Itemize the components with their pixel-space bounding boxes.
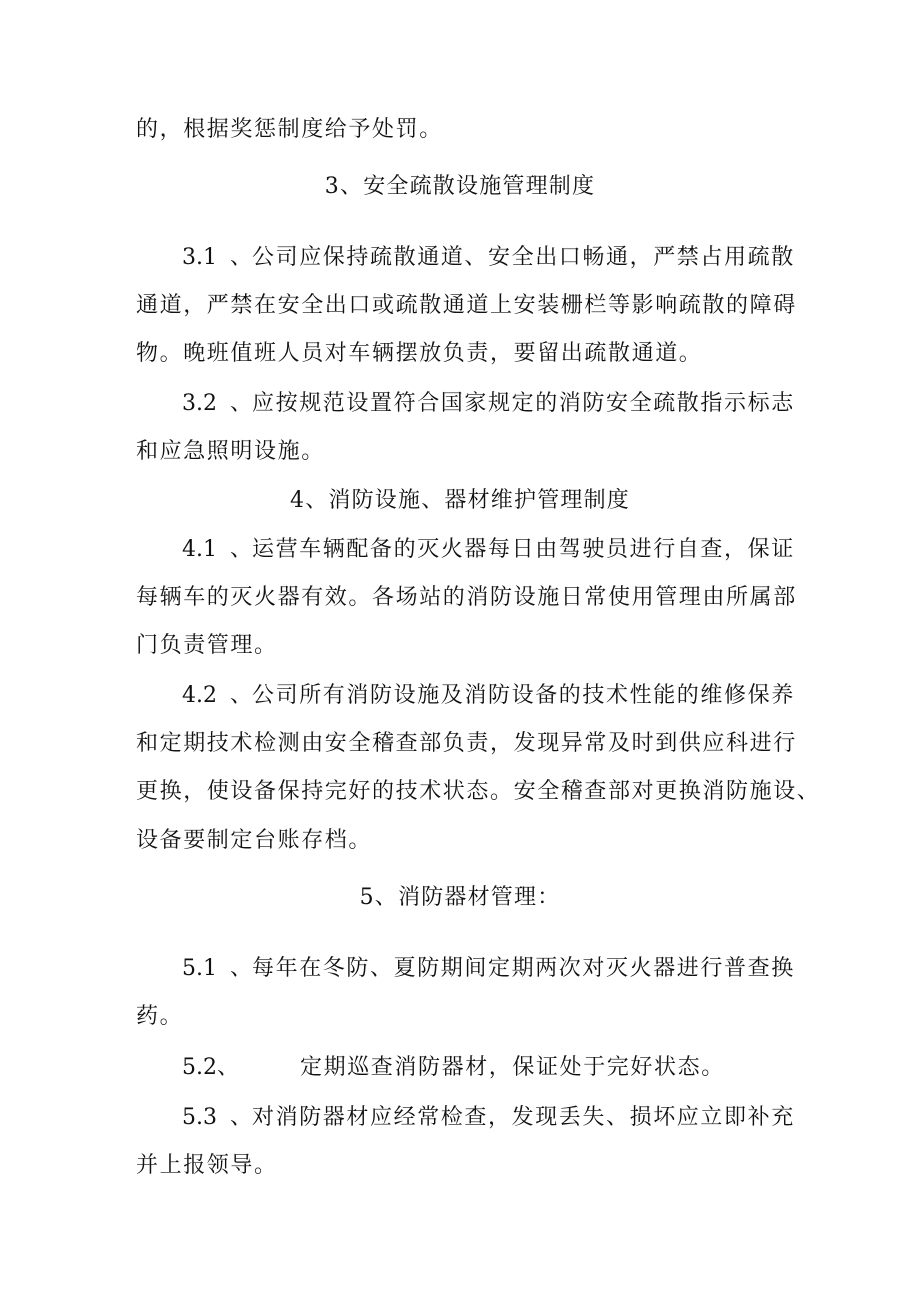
clause-5-1-number: 5.1、: [182, 956, 252, 981]
continuation-line: 的，根据奖惩制度给予处罚。: [136, 117, 443, 142]
clause-5-1-line-1: [182, 954, 795, 984]
clause-5-3-line-1: [182, 1103, 795, 1133]
section-3-heading: 3、安全疏散设施管理制度: [324, 174, 596, 199]
clause-3-2-text-1: 应按规范设置符合国家规定的消防安全疏散指示标志: [252, 391, 795, 416]
clause-3-1-line-3: 物。晚班值班人员对车辆摆放负责，要留出疏散通道。: [136, 341, 703, 366]
section-4-heading: 4、消防设施、器材维护管理制度: [290, 488, 630, 513]
section-5-heading: 5、消防器材管理：: [359, 885, 561, 910]
clause-3-2-line-1: [182, 389, 795, 419]
clause-4-2-text-1: 公司所有消防设施及消防设备的技术性能的维修保养: [252, 683, 795, 708]
clause-5-2-line-1: [182, 1053, 788, 1083]
clause-3-2-line-2: 和应急照明设施。: [136, 439, 325, 464]
clause-4-2-line-1: [182, 681, 795, 711]
clause-3-1-text-1: 公司应保持疏散通道、安全出口畅通，严禁占用疏散: [252, 245, 795, 270]
clause-5-2-number: 5.2、: [182, 1055, 239, 1080]
clause-5-1-line-2: 药。: [136, 1004, 184, 1029]
clause-5-1-text-1: 每年在冬防、夏防期间定期两次对灭火器进行普查换: [252, 956, 795, 981]
clause-3-2-number: 3.2、: [182, 391, 252, 416]
clause-3-1-number: 3.1、: [182, 245, 252, 270]
clause-4-1-text-1: 运营车辆配备的灭火器每日由驾驶员进行自查，保证: [252, 537, 795, 562]
clause-4-1-line-1: [182, 535, 795, 565]
clause-4-2-line-3: 更换，使设备保持完好的技术状态。安全稽查部对更换消防施设、: [136, 779, 821, 804]
clause-4-2-line-2: 和定期技术检测由安全稽查部负责，发现异常及时到供应科进行: [136, 731, 797, 756]
clause-5-3-text-1: 对消防器材应经常检查，发现丢失、损坏应立即补充: [252, 1105, 795, 1130]
clause-4-1-number: 4.1、: [182, 537, 252, 562]
clause-4-1-line-2: 每辆车的灭火器有效。各场站的消防设施日常使用管理由所属部: [136, 585, 797, 610]
clause-4-2-number: 4.2、: [182, 683, 252, 708]
clause-5-3-line-2: 并上报领导。: [136, 1153, 278, 1178]
clause-4-2-line-4: 设备要制定台账存档。: [136, 828, 373, 853]
clause-5-3-number: 5.3、: [182, 1105, 252, 1130]
clause-5-2-text-1: 定期巡查消防器材，保证处于完好状态。: [300, 1055, 725, 1080]
clause-3-1-line-2: 通道，严禁在安全出口或疏散通道上安装栅栏等影响疏散的障碍: [136, 293, 797, 318]
clause-4-1-line-3: 门负责管理。: [136, 633, 278, 658]
clause-3-1-line-1: [182, 243, 795, 273]
